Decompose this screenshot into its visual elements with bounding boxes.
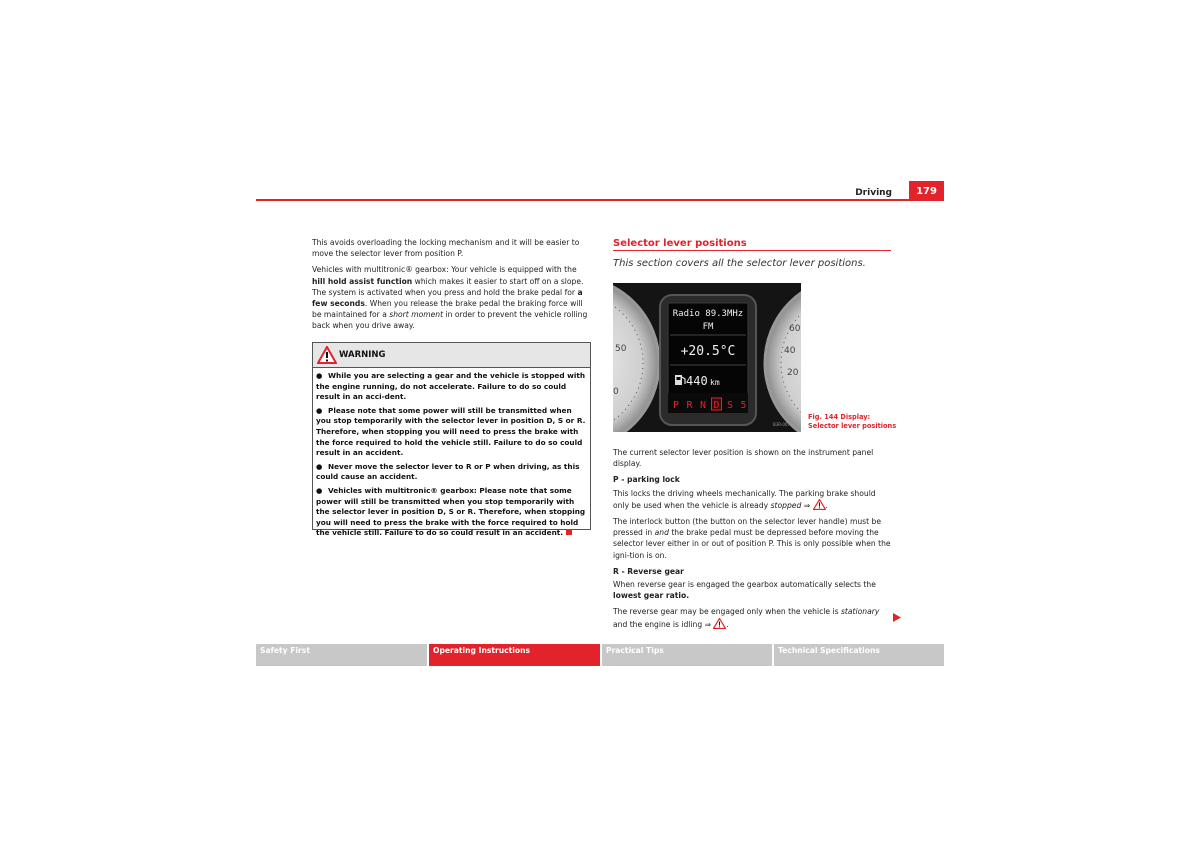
- instrument-panel-illustration: [613, 283, 801, 432]
- paragraph: Vehicles with multitronic® gearbox: Your vehicle is equipped with the hill hold assist function which makes it easier to start off on a slope. The system is activated when you press and hold the brake pedal for a few seconds. When you release the brake pedal the braking force will be maintained for a short moment in order to prevent the vehicle rolling back when you drive away.: [312, 265, 588, 331]
- gear-letter: N: [699, 400, 707, 411]
- warning-box: [312, 342, 591, 538]
- tab-technical-specifications[interactable]: Technical Specifications: [774, 644, 944, 666]
- warning-triangle-icon: [813, 499, 826, 510]
- gear-letter: S: [726, 400, 734, 411]
- header-rule: [256, 199, 944, 201]
- gear-letter: P: [672, 400, 680, 411]
- warning-item: ● Vehicles with multitronic® gearbox: Please note that some power will still be transmitted when you stop temporarily with the selector lever in position D, S or R. Therefore, when stopping you will need to press the brake with the force required to hold the vehicle still. Failure to do so could result in an accident.: [316, 485, 586, 538]
- continue-arrow-icon: [893, 613, 901, 622]
- warning-header: [313, 343, 590, 368]
- tab-safety-first[interactable]: Safety First: [256, 644, 427, 666]
- instrument-display-figure: [613, 283, 801, 432]
- tab-operating-instructions[interactable]: Operating Instructions: [429, 644, 600, 666]
- heading-rule: [613, 250, 891, 251]
- left-column: [312, 237, 590, 337]
- warning-title: WARNING: [339, 350, 386, 360]
- section-heading: Selector lever positions: [613, 238, 747, 249]
- outside-temperature: +20.5°C: [680, 344, 736, 359]
- paragraph: The current selector lever position is shown on the instrument panel display.: [613, 448, 874, 469]
- gear-letter: R: [686, 400, 693, 411]
- gauge-tick-label: 60: [789, 324, 801, 334]
- tab-practical-tips[interactable]: Practical Tips: [602, 644, 772, 666]
- radio-band: FM: [702, 322, 714, 332]
- paragraph: This locks the driving wheels mechanically. The parking brake should only be used when the vehicle is already stopped ⇒ .: [613, 488, 876, 510]
- paragraph: The interlock button (the button on the selector lever handle) must be pressed in and the brake pedal must be depressed before moving the selector lever either in or out of position P. This is only possible when the igni-tion is on.: [613, 517, 891, 560]
- warning-item: ● Never move the selector lever to R or P when driving, as this could cause an accident.: [316, 461, 580, 482]
- subheading-reverse: R - Reverse gear: [613, 566, 684, 576]
- figure-code: B3R-0079: [773, 422, 793, 427]
- warning-item: ● While you are selecting a gear and the vehicle is stopped with the engine running, do not accelerate. Failure to do so could result in an acci-dent.: [316, 371, 586, 402]
- warning-item: ● Please note that some power will still be transmitted when you stop temporarily with the selector lever in position D, S or R. Therefore, when stopping you will need to press the brake with the force required to hold the vehicle still. Failure to do so could result in an accident.: [316, 405, 586, 458]
- paragraph: This avoids overloading the locking mechanism and it will be easier to move the selector lever from position P.: [312, 238, 580, 259]
- gear-letter: D: [713, 400, 720, 411]
- section-subheading: This section covers all the selector lever positions.: [613, 258, 866, 269]
- gauge-tick-label: 0: [613, 387, 619, 397]
- warning-triangle-icon: [317, 346, 337, 364]
- gauge-tick-label: 40: [784, 346, 796, 356]
- range-value: 440: [686, 374, 708, 388]
- gauge-tick-label: 50: [615, 344, 627, 354]
- figure-caption: Fig. 144 Display: Selector lever positions: [808, 413, 897, 430]
- gear-letter: 5: [740, 400, 747, 411]
- section-title: Driving: [855, 188, 892, 198]
- radio-station: Radio 89.3MHz: [672, 309, 744, 319]
- end-marker-icon: [566, 529, 572, 535]
- warning-body: [313, 368, 590, 539]
- paragraph: The reverse gear may be engaged only when the vehicle is stationary and the engine is idling ⇒ .: [613, 607, 880, 629]
- range-unit: km: [710, 378, 720, 387]
- gauge-tick-label: 20: [787, 368, 799, 378]
- warning-triangle-icon: [713, 618, 726, 629]
- page-number: 179: [909, 181, 944, 201]
- paragraph: When reverse gear is engaged the gearbox automatically selects the lowest gear ratio.: [613, 580, 876, 601]
- right-column: [613, 447, 891, 635]
- footer-tabs: [256, 644, 944, 666]
- subheading-parking: P - parking lock: [613, 475, 680, 485]
